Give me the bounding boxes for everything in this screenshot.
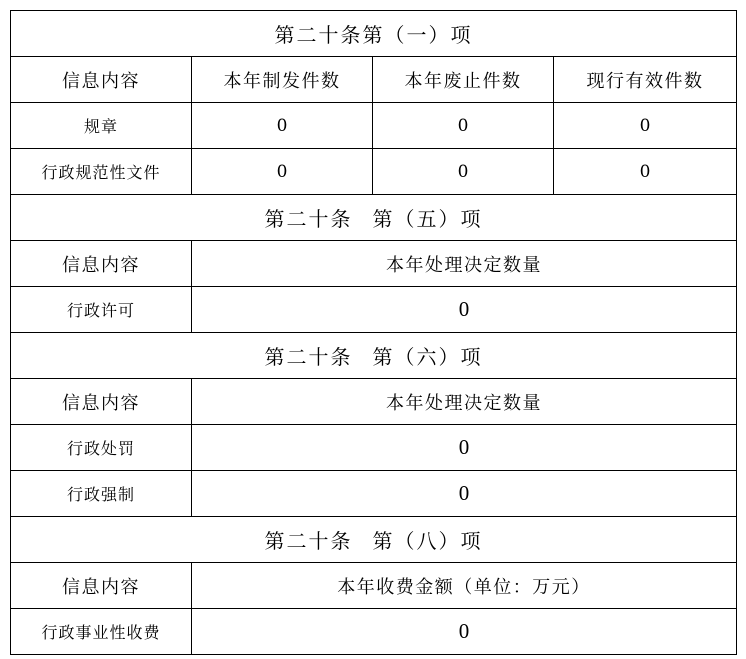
section-title-item: 第（八）项: [372, 529, 483, 553]
section-title-row: [11, 11, 737, 57]
section-title: [11, 517, 737, 563]
table-row: [11, 287, 737, 333]
row-label: 行政许可: [11, 287, 192, 333]
row-label: 行政强制: [11, 471, 192, 517]
table-row: [11, 425, 737, 471]
column-header-fee-amount: 本年收费金额（单位：万元）: [192, 563, 737, 609]
column-header-in-force: 现行有效件数: [554, 57, 737, 103]
column-header-info: 信息内容: [11, 241, 192, 287]
column-header-decisions: 本年处理决定数量: [192, 241, 737, 287]
cell-value: 0: [192, 425, 737, 471]
row-label: 行政处罚: [11, 425, 192, 471]
disclosure-table: [10, 10, 737, 655]
section-title-article: 第二十条: [264, 345, 353, 369]
table-row: [11, 149, 737, 195]
cell-value: 0: [554, 103, 737, 149]
column-header-info: 信息内容: [11, 379, 192, 425]
section-title: [11, 195, 737, 241]
cell-value: 0: [554, 149, 737, 195]
column-header-repealed: 本年废止件数: [373, 57, 554, 103]
row-label: 规章: [11, 103, 192, 149]
column-header-row: [11, 57, 737, 103]
column-header-row: [11, 379, 737, 425]
section-title-item: 第（六）项: [372, 345, 483, 369]
section-title-row: [11, 517, 737, 563]
section-title-item: 第（五）项: [372, 207, 483, 231]
section-title-row: [11, 195, 737, 241]
section-title-row: [11, 333, 737, 379]
column-header-decisions: 本年处理决定数量: [192, 379, 737, 425]
table-row: [11, 103, 737, 149]
section-title: 第二十条第（一）项: [11, 11, 737, 57]
cell-value: 0: [192, 471, 737, 517]
section-title: [11, 333, 737, 379]
cell-value: 0: [373, 103, 554, 149]
column-header-row: [11, 563, 737, 609]
section-title-article: 第二十条: [264, 529, 353, 553]
table-row: [11, 609, 737, 655]
column-header-info: 信息内容: [11, 563, 192, 609]
cell-value: 0: [192, 149, 373, 195]
cell-value: 0: [192, 287, 737, 333]
column-header-info: 信息内容: [11, 57, 192, 103]
cell-value: 0: [373, 149, 554, 195]
cell-value: 0: [192, 103, 373, 149]
row-label: 行政规范性文件: [11, 149, 192, 195]
row-label: 行政事业性收费: [11, 609, 192, 655]
table-row: [11, 471, 737, 517]
column-header-issued: 本年制发件数: [192, 57, 373, 103]
column-header-row: [11, 241, 737, 287]
cell-value: 0: [192, 609, 737, 655]
section-title-article: 第二十条: [264, 207, 353, 231]
